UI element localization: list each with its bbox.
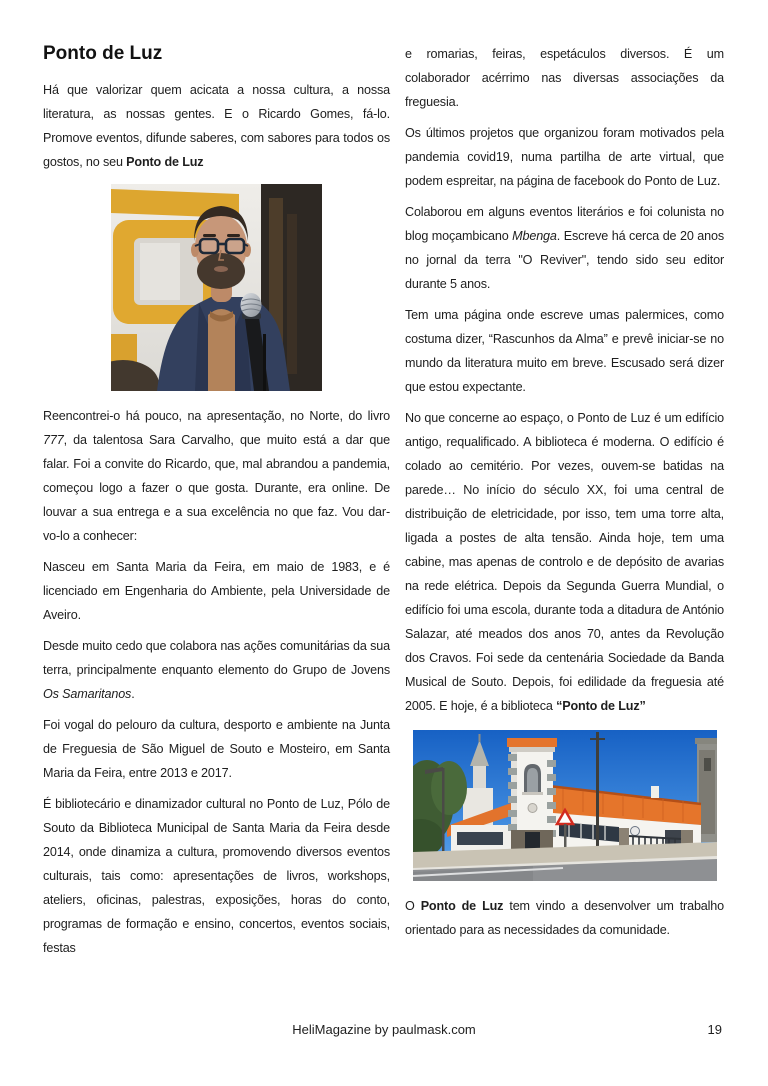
left-column: [43, 42, 390, 960]
paragraph-nascimento: Nasceu em Santa Maria da Feira, em maio de 1983, e é licenciado em Engenharia do Ambiente, pela Universidade de Aveiro.: [43, 560, 390, 622]
ricardo-gomes-portrait-photo: [111, 184, 322, 391]
paragraph-projetos: Os últimos projetos que organizou foram motivados pela pandemia covid19, numa partilha de arte virtual, que podem espreitar, na página de facebook do Ponto de Luz.: [405, 126, 724, 188]
paragraph-reencontro: Reencontrei-o há pouco, na apresentação, no Norte, do livro 777, da talentosa Sara Carvalho, que muito está a dar que falar. Foi a convite do Ricardo, que, mal abrandou a pandemia, começou logo a fazer o que gosta. Durante, era online. De louvar a sua entrega e a sua excelência no que faz. Vou dar-vo-lo a conhecer:: [43, 409, 390, 543]
paragraph-intro: Há que valorizar quem acicata a nossa cultura, a nossa literatura, as nossas gentes. E o Ricardo Gomes, fá-lo. Promove eventos, difunde saberes, com sabores para todos os gostos, no seu Ponto de Luz: [43, 83, 390, 169]
paragraph-rascunhos: Tem uma página onde escreve umas palermices, como costuma dizer, “Rascunhos da Alma” e prevê iniciar-se no mundo da literatura muito em breve. Escusado será dizer que estou expectante.: [405, 308, 724, 394]
paragraph-bibliotecario: É bibliotecário e dinamizador cultural no Ponto de Luz, Pólo de Souto da Biblioteca Municipal de Santa Maria da Feira desde 2014, onde dinamiza a cultura, promovendo diversos eventos culturais, tais como: apresentações de livros, workshops, ateliers, oficinas, palestras, exposições, horas do conto, programas de formação e ensino, concertos, eventos sociais, festas: [43, 797, 390, 955]
right-column: [405, 42, 724, 942]
page-footer: [0, 1019, 768, 1041]
building-photo-drawing: [413, 730, 717, 881]
paragraph-conclusao: O Ponto de Luz tem vindo a desenvolver um trabalho orientado para as necessidades da comunidade.: [405, 899, 725, 937]
paragraph-junta: Foi vogal do pelouro da cultura, desporto e ambiente na Junta de Freguesia de São Miguel de Souto e Mosteiro, em Santa Maria da Feira, entre 2013 e 2017.: [43, 718, 390, 780]
paragraph-comunidade: Desde muito cedo que colabora nas ações comunitárias da sua terra, principalmente enquanto elemento do Grupo de Jovens Os Samaritanos.: [43, 639, 390, 701]
footer-text: HeliMagazine by paulmask.com: [292, 1022, 476, 1037]
page-number: 19: [707, 1022, 722, 1037]
ponto-de-luz-building-photo: [413, 730, 717, 881]
paragraph-romarias: e romarias, feiras, espetáculos diversos. É um colaborador acérrimo nas diversas associações da freguesia.: [405, 47, 724, 109]
paragraph-colunista: Colaborou em alguns eventos literários e foi colunista no blog moçambicano Mbenga. Escreve há cerca de 20 anos no jornal da terra "O Reviver", tendo sido seu editor durante 5 anos.: [405, 205, 725, 291]
portrait-photo-drawing: [111, 184, 322, 391]
paragraph-edificio: No que concerne ao espaço, o Ponto de Luz é um edifício antigo, requalificado. A biblioteca é moderna. O edifício é colado ao cemitério. Por vezes, ouvem-se batidas na parede… No início do século XX, foi uma central de distribuição de eletricidade, por isso, tem uma torre alta, ligada a postes de alta tensão. Ainda hoje, tem uma cabine, mas apenas de controlo e de depósito de avarias na rede elétrica. Depois da Segunda Guerra Mundial, o edifício foi uma escola, durante toda a ditadura de António Salazar, até meados dos anos 70, antes da Revolução dos Cravos. Foi sede da centenária Sociedade da Banda Musical de Souto. Depois, foi edilidade da freguesia até 2005. E hoje, é a biblioteca “Ponto de Luz”: [405, 411, 724, 713]
article-title: Ponto de Luz: [43, 43, 163, 64]
